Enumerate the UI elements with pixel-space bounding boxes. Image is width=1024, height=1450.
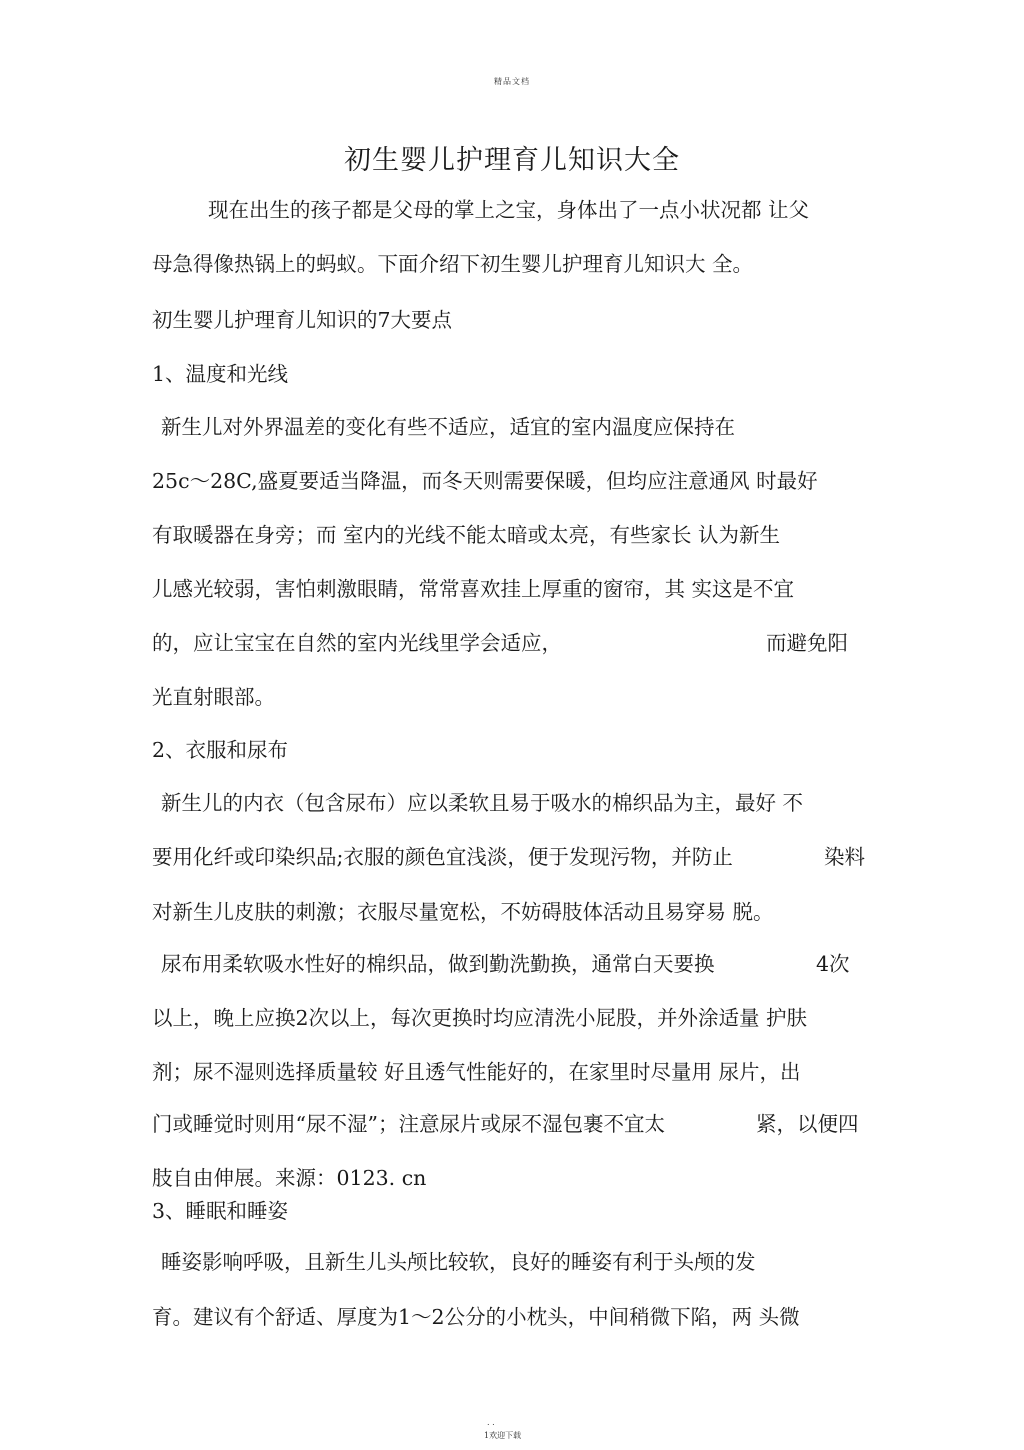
paragraph-line: 有取暖器在身旁；而 室内的光线不能太暗或太亮，有些家长 认为新生 bbox=[152, 523, 781, 547]
paragraph-line: 对新生儿皮肤的刺激；衣服尽量宽松，不妨碍肢体活动且易穿易 脱。 bbox=[152, 900, 774, 924]
paragraph-line: 4次 bbox=[816, 952, 850, 976]
paragraph-line: 新生儿对外界温差的变化有些不适应，适宜的室内温度应保持在 bbox=[161, 415, 735, 439]
paragraph-line: 母急得像热锅上的蚂蚁。下面介绍下初生婴儿护理育儿知识大 全。 bbox=[152, 252, 754, 276]
paragraph-line: 现在出生的孩子都是父母的掌上之宝，身体出了一点小状况都 让父 bbox=[208, 198, 810, 222]
paragraph-line: 尿布用柔软吸水性好的棉织品，做到勤洗勤换，通常白天要换 bbox=[161, 952, 715, 976]
header-watermark: 精品文档 bbox=[494, 77, 530, 86]
paragraph-line: 初生婴儿护理育儿知识的7大要点 bbox=[152, 308, 453, 332]
paragraph-line: 染料 bbox=[824, 845, 865, 869]
footer-watermark: 1欢迎下载 bbox=[484, 1431, 522, 1440]
paragraph-line: 睡姿影响呼吸，且新生儿头颅比较软，良好的睡姿有利于头颅的发 bbox=[161, 1250, 756, 1274]
paragraph-line: 剂；尿不湿则选择质量较 好且透气性能好的，在家里时尽量用 尿片，出 bbox=[152, 1060, 801, 1084]
paragraph-line: 以上，晚上应换2次以上，每次更换时均应清洗小屁股，并外涂适量 护肤 bbox=[152, 1006, 808, 1030]
document-title: 初生婴儿护理育儿知识大全 bbox=[344, 145, 680, 176]
paragraph-line: 育。建议有个舒适、厚度为1〜2公分的小枕头，中间稍微下陷，两 头微 bbox=[152, 1305, 800, 1329]
paragraph-line: 新生儿的内衣（包含尿布）应以柔软且易于吸水的棉织品为主，最好 不 bbox=[161, 791, 804, 815]
paragraph-line: 光直射眼部。 bbox=[152, 685, 275, 709]
footer-dots: . . bbox=[487, 1418, 495, 1427]
paragraph-line: 紧，以便四 bbox=[756, 1112, 859, 1136]
paragraph-line: 25c〜28C,盛夏要适当降温，而冬天则需要保暖，但均应注意通风 时最好 bbox=[152, 469, 818, 493]
paragraph-line: 要用化纤或印染织品;衣服的颜色宜浅淡，便于发现污物，并防止 bbox=[152, 845, 733, 869]
paragraph-line: 而避免阳 bbox=[766, 631, 848, 655]
section-heading: 3、睡眠和睡姿 bbox=[152, 1199, 289, 1223]
paragraph-line: 肢自由伸展。来源：0123. cn bbox=[152, 1166, 427, 1190]
section-heading: 1、温度和光线 bbox=[152, 362, 289, 386]
paragraph-line: 儿感光较弱，害怕刺激眼睛，常常喜欢挂上厚重的窗帘，其 实这是不宜 bbox=[152, 577, 795, 601]
section-heading: 2、衣服和尿布 bbox=[152, 738, 289, 762]
paragraph-line: 门或睡觉时则用“尿不湿”；注意尿片或尿不湿包裹不宜太 bbox=[152, 1112, 665, 1136]
paragraph-line: 的，应让宝宝在自然的室内光线里学会适应， bbox=[152, 631, 562, 655]
